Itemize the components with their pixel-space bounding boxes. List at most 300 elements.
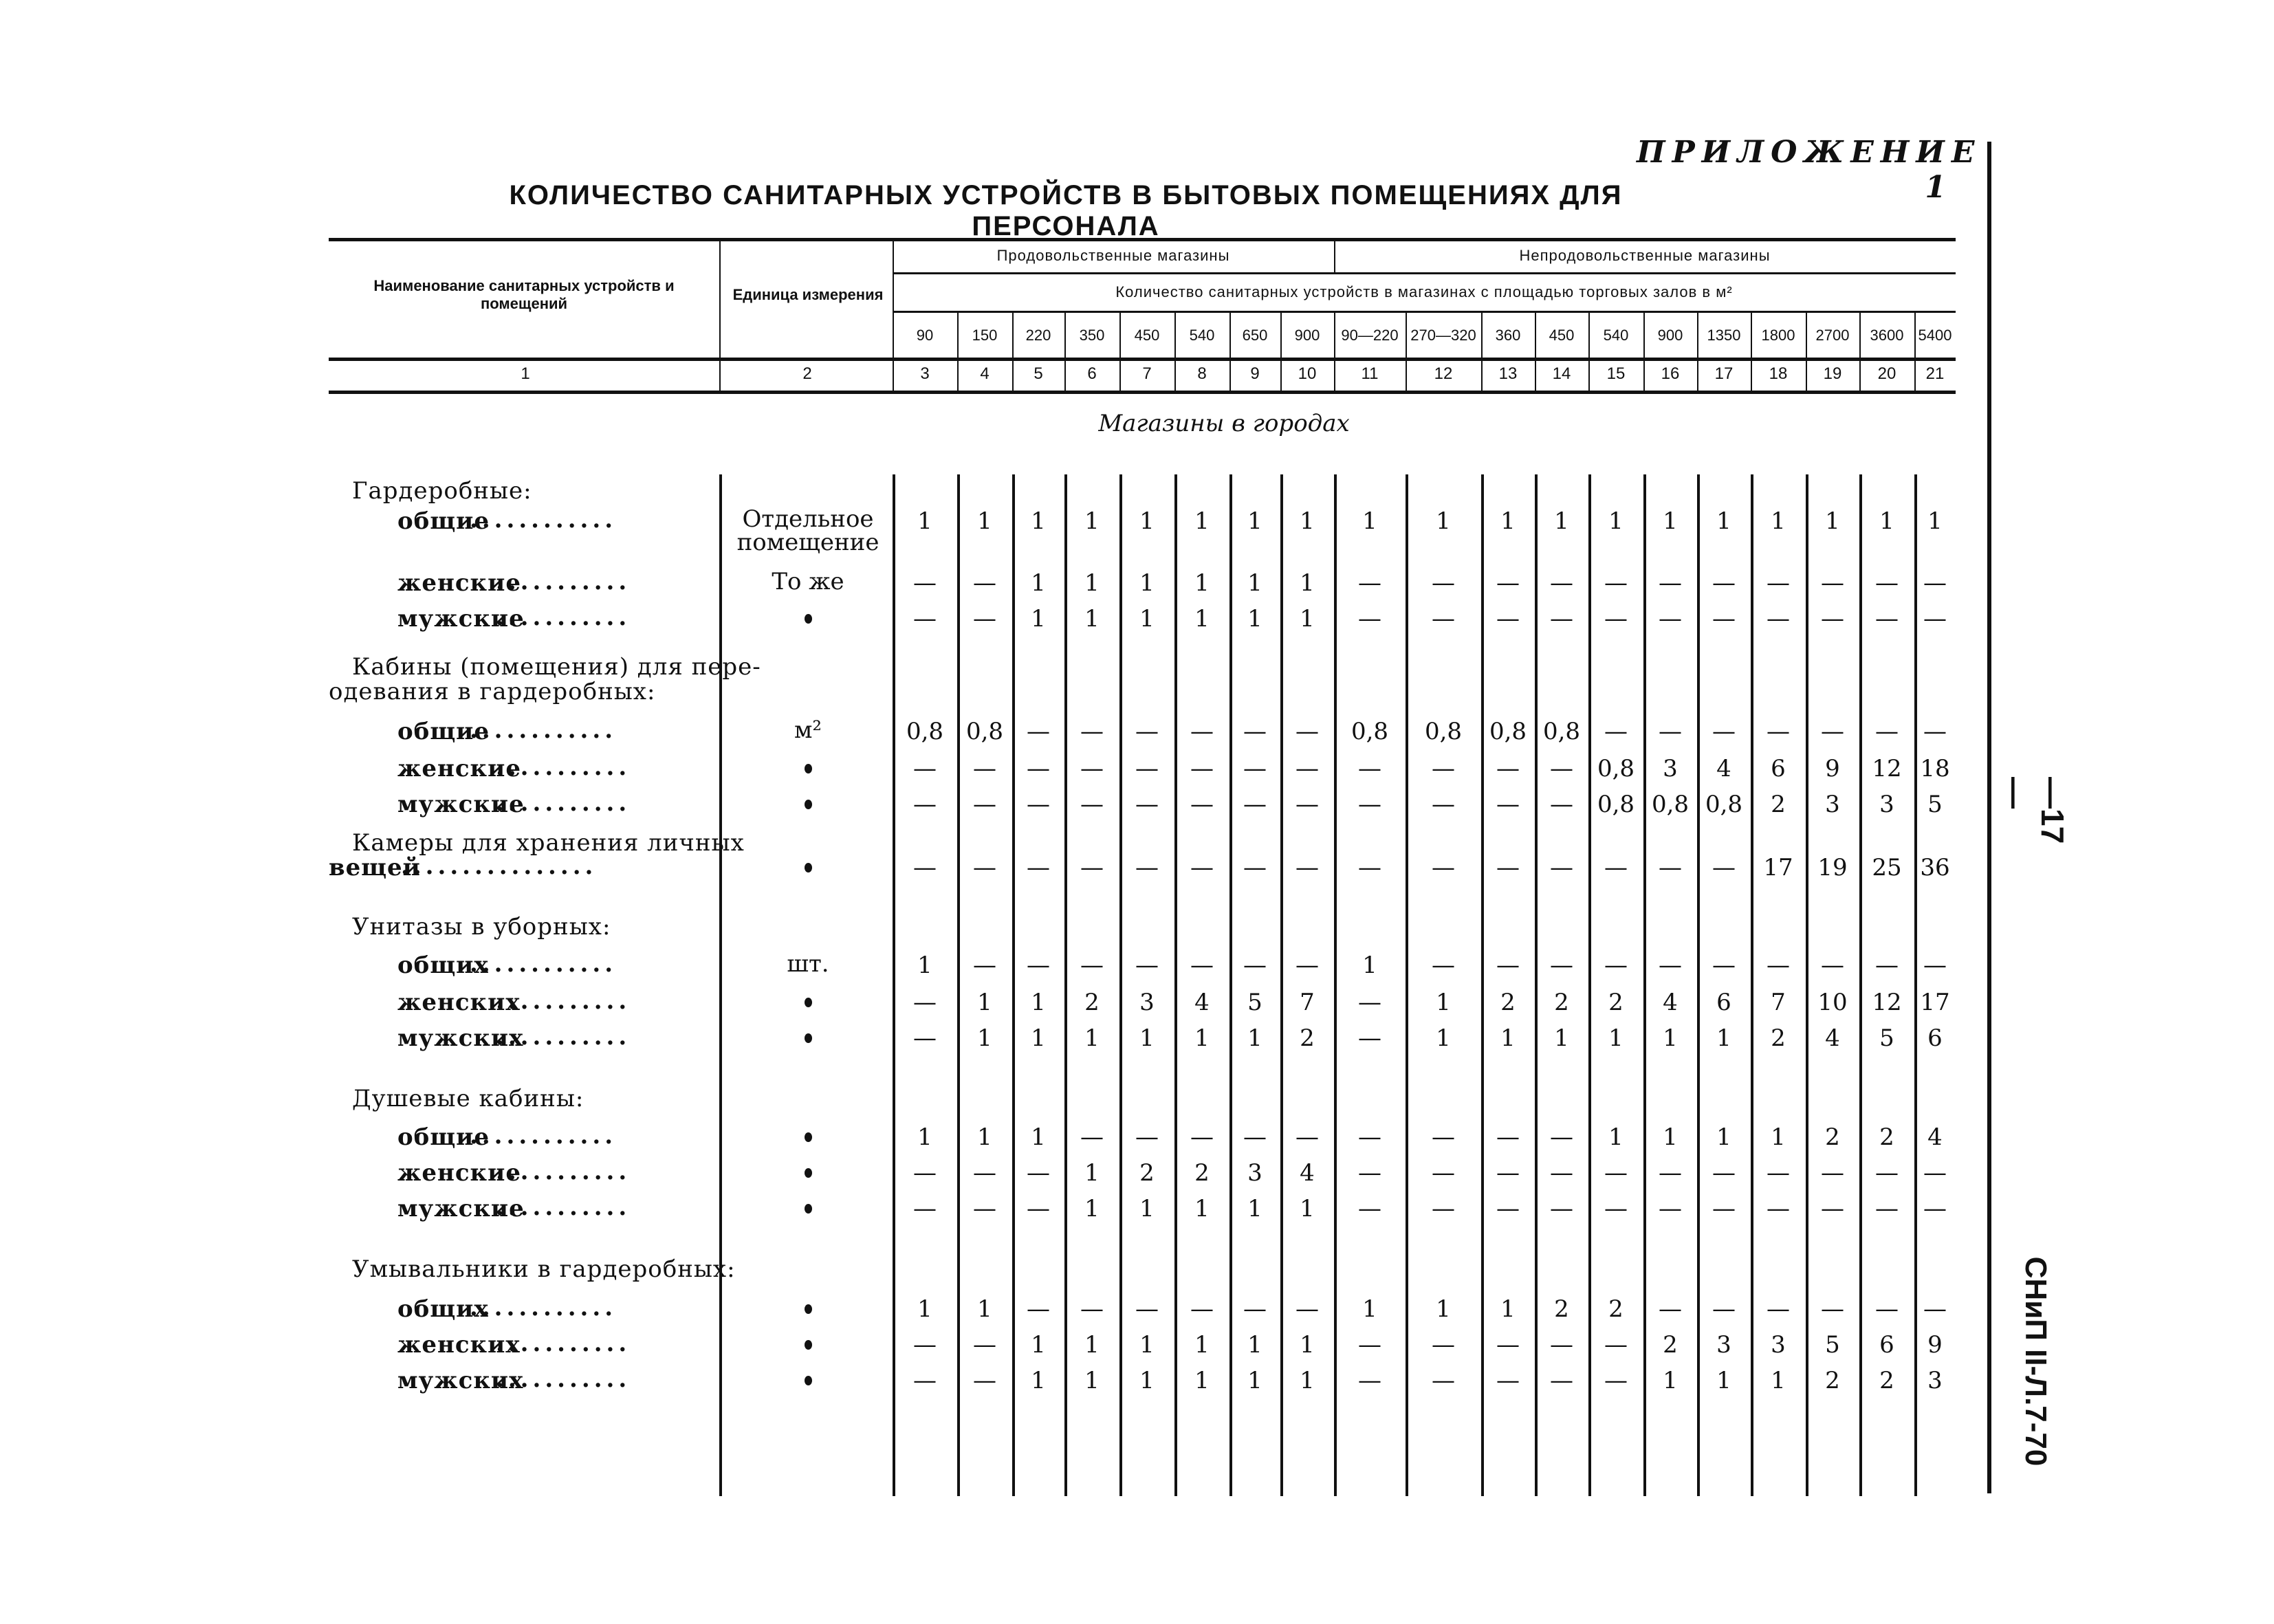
area-header-cell: 150 xyxy=(972,327,998,344)
table-cell: — xyxy=(1875,1295,1899,1323)
table-cell: — xyxy=(1358,854,1381,881)
table-cell: — xyxy=(1550,952,1573,979)
row-label xyxy=(397,716,617,745)
area-header-cell: 3600 xyxy=(1870,327,1904,344)
table-cell: 1 xyxy=(1716,507,1731,535)
row-label xyxy=(397,754,631,782)
margin-page-number: —17— xyxy=(1998,777,2070,844)
table-column-rule xyxy=(719,238,721,391)
table-cell: 0,8 xyxy=(1351,718,1389,745)
table-cell: — xyxy=(1496,1123,1520,1151)
table-cell: — xyxy=(1659,952,1682,979)
table-cell: — xyxy=(1659,605,1682,633)
table-cell: — xyxy=(913,1195,937,1222)
row-label-text: общие xyxy=(397,507,490,535)
table-cell: — xyxy=(913,1367,937,1394)
table-cell: 18 xyxy=(1920,755,1950,782)
row-group-label xyxy=(352,1085,584,1112)
table-cell: 4 xyxy=(1663,989,1678,1016)
table-cell: — xyxy=(1358,569,1381,597)
dot-leader: ............ xyxy=(470,1122,617,1150)
table-cell: — xyxy=(1550,854,1573,881)
table-cell: — xyxy=(1923,1195,1947,1222)
table-cell: — xyxy=(1358,755,1381,782)
table-cell: — xyxy=(1135,1123,1159,1151)
column-number-cell: 4 xyxy=(980,364,990,383)
table-cell: 1 xyxy=(1084,1024,1100,1052)
table-cell: — xyxy=(1923,1295,1947,1323)
area-header-cell: 1800 xyxy=(1761,327,1795,344)
area-header-cell: 2700 xyxy=(1815,327,1850,344)
table-cell: — xyxy=(1432,1367,1455,1394)
table-cell: — xyxy=(1432,791,1455,818)
unit-cell xyxy=(722,791,894,815)
table-column-rule xyxy=(1334,238,1335,272)
area-header-cell: 220 xyxy=(1025,327,1051,344)
table-cell: 1 xyxy=(1663,1367,1678,1394)
table-cell: 2 xyxy=(1194,1159,1210,1187)
table-cell: 1 xyxy=(1608,507,1623,535)
table-cell: — xyxy=(1767,952,1790,979)
row-label xyxy=(397,568,631,597)
table-cell: 1 xyxy=(1300,569,1315,597)
dot-leader: ........... xyxy=(496,789,631,817)
column-number-cell: 3 xyxy=(920,364,930,383)
table-cell: — xyxy=(1027,791,1050,818)
row-label-text: Душевые кабины: xyxy=(352,1085,584,1112)
table-cell: 1 xyxy=(1247,1367,1262,1394)
table-cell: 1 xyxy=(1031,1123,1046,1151)
table-cell: 1 xyxy=(1362,952,1377,979)
column-number-cell: 18 xyxy=(1769,364,1788,383)
table-cell: — xyxy=(1432,755,1455,782)
row-label-text: общие xyxy=(397,1123,490,1151)
table-cell: — xyxy=(1243,755,1267,782)
table-cell: 1 xyxy=(1139,1195,1155,1222)
ditto-mark xyxy=(805,863,812,873)
row-group-label xyxy=(352,653,761,681)
table-cell: — xyxy=(1027,1159,1050,1187)
column-number-cell: 9 xyxy=(1250,364,1260,383)
area-header-cell: 540 xyxy=(1189,327,1215,344)
table-cell: 1 xyxy=(1300,507,1315,535)
group-header-rule xyxy=(893,272,1956,274)
header-area-subheader: Количество санитарных устройств в магазинах с площадью торговых залов в м² xyxy=(1115,283,1733,300)
table-cell: 4 xyxy=(1716,755,1731,782)
table-cell: 0,8 xyxy=(906,718,944,745)
table-cell: — xyxy=(913,791,937,818)
column-number-cell: 21 xyxy=(1925,364,1945,383)
margin-document-code: СНиП II-Л.7-70 xyxy=(2019,1256,2053,1467)
table-cell: — xyxy=(1080,854,1104,881)
table-cell: — xyxy=(973,569,996,597)
table-column-rule xyxy=(1859,311,1861,391)
table-column-rule xyxy=(1535,311,1536,391)
table-cell: — xyxy=(1243,952,1267,979)
row-label-text: одевания в гардеробных: xyxy=(329,678,656,705)
table-cell: 1 xyxy=(1300,1367,1315,1394)
table-cell: 5 xyxy=(1247,989,1262,1016)
table-cell: 1 xyxy=(977,989,992,1016)
table-cell: — xyxy=(913,854,937,881)
header-food-group: Продовольственные магазины xyxy=(996,247,1230,264)
table-cell: 4 xyxy=(1194,989,1210,1016)
table-cell: 1 xyxy=(1663,507,1678,535)
table-cell: — xyxy=(973,1195,996,1222)
table-cell: — xyxy=(973,952,996,979)
unit-cell xyxy=(722,1123,894,1148)
table-cell: 3 xyxy=(1663,755,1678,782)
table-cell: — xyxy=(1659,569,1682,597)
table-cell: — xyxy=(1080,755,1104,782)
table-cell: 1 xyxy=(1084,1367,1100,1394)
table-cell: — xyxy=(1550,1123,1573,1151)
table-cell: 17 xyxy=(1763,854,1793,881)
table-column-rule xyxy=(1643,311,1645,391)
table-cell: 1 xyxy=(1031,1331,1046,1359)
ditto-mark xyxy=(805,1204,812,1214)
table-column-rule xyxy=(1064,311,1066,391)
table-cell: — xyxy=(1604,952,1628,979)
dot-leader: ........... xyxy=(496,1023,631,1051)
table-cell: 1 xyxy=(1084,605,1100,633)
table-cell: — xyxy=(1821,605,1844,633)
table-cell: 1 xyxy=(1300,1331,1315,1359)
table-title: КОЛИЧЕСТВО САНИТАРНЫХ УСТРОЙСТВ В БЫТОВЫХ ПОМЕЩЕНИЯХ ДЛЯ ПЕРСОНАЛА xyxy=(509,180,1623,241)
table-cell: 1 xyxy=(1436,1295,1451,1323)
row-label-text: мужских xyxy=(397,1024,524,1052)
table-cell: — xyxy=(1821,569,1844,597)
table-cell: — xyxy=(1358,605,1381,633)
row-label xyxy=(397,789,631,818)
ditto-mark xyxy=(805,998,812,1007)
area-header-cell: 90 xyxy=(916,327,934,344)
table-cell: 1 xyxy=(1139,569,1155,597)
table-cell: — xyxy=(1923,718,1947,745)
table-cell: — xyxy=(1875,952,1899,979)
column-number-cell: 15 xyxy=(1606,364,1626,383)
table-cell: 1 xyxy=(1194,507,1210,535)
table-cell: 0,8 xyxy=(1705,791,1743,818)
table-cell: 1 xyxy=(1194,1195,1210,1222)
table-cell: — xyxy=(1190,1123,1214,1151)
area-header-cell: 900 xyxy=(1657,327,1683,344)
ditto-mark xyxy=(805,1304,812,1314)
table-cell: — xyxy=(1875,605,1899,633)
ditto-mark xyxy=(805,1376,812,1385)
table-cell: 1 xyxy=(1500,507,1516,535)
table-cell: — xyxy=(1190,854,1214,881)
column-number-cell: 12 xyxy=(1434,364,1453,383)
table-cell: 1 xyxy=(1879,507,1894,535)
table-cell: — xyxy=(1295,755,1319,782)
table-cell: — xyxy=(1135,718,1159,745)
row-label xyxy=(397,1122,617,1151)
table-cell: — xyxy=(973,1159,996,1187)
column-number-cell: 6 xyxy=(1087,364,1097,383)
column-number-cell: 1 xyxy=(521,364,530,383)
table-cell: 1 xyxy=(1716,1024,1731,1052)
row-label xyxy=(397,506,617,535)
table-cell: — xyxy=(1295,1295,1319,1323)
row-label xyxy=(397,987,631,1016)
table-cell: — xyxy=(913,1024,937,1052)
table-cell: 12 xyxy=(1872,989,1902,1016)
table-cell: 1 xyxy=(1139,1367,1155,1394)
area-header-cell: 650 xyxy=(1242,327,1268,344)
table-cell: — xyxy=(1875,1195,1899,1222)
table-cell: 1 xyxy=(977,1024,992,1052)
table-cell: — xyxy=(1550,1195,1573,1222)
table-cell: 5 xyxy=(1879,1024,1894,1052)
table-cell: — xyxy=(1027,755,1050,782)
header-bottom-rule xyxy=(329,391,1956,394)
table-cell: 2 xyxy=(1084,989,1100,1016)
table-cell: 1 xyxy=(1247,605,1262,633)
table-cell: 6 xyxy=(1716,989,1731,1016)
table-cell: — xyxy=(1712,952,1736,979)
table-cell: — xyxy=(1027,1195,1050,1222)
unit-cell xyxy=(722,1024,894,1049)
header-name-column: Наименование санитарных устройств и помещений xyxy=(373,277,675,312)
table-cell: 1 xyxy=(1194,1024,1210,1052)
table-cell: — xyxy=(1875,569,1899,597)
unit-cell: шт. xyxy=(787,950,829,978)
table-cell: — xyxy=(1358,791,1381,818)
row-label xyxy=(397,1194,631,1222)
row-label-text: общих xyxy=(397,1295,489,1323)
table-cell: — xyxy=(1027,854,1050,881)
row-label-text: женские xyxy=(397,569,521,597)
table-cell: — xyxy=(1659,1195,1682,1222)
table-cell: — xyxy=(1080,1123,1104,1151)
table-cell: — xyxy=(1432,1195,1455,1222)
row-label-text: мужские xyxy=(397,791,525,818)
row-label-text: мужских xyxy=(397,1367,524,1394)
table-cell: 1 xyxy=(1554,1024,1569,1052)
table-cell: 1 xyxy=(1771,507,1786,535)
table-cell: 1 xyxy=(1084,1159,1100,1187)
table-column-rule xyxy=(957,311,959,391)
table-cell: — xyxy=(1604,1331,1628,1359)
table-cell: 2 xyxy=(1554,1295,1569,1323)
dot-leader: ................ xyxy=(401,853,598,880)
table-cell: 0,8 xyxy=(1542,718,1581,745)
area-header-cell: 450 xyxy=(1549,327,1575,344)
table-cell: — xyxy=(1080,952,1104,979)
table-cell: — xyxy=(1080,1295,1104,1323)
column-number-cell: 7 xyxy=(1142,364,1152,383)
table-cell: 1 xyxy=(1663,1024,1678,1052)
table-cell: — xyxy=(1190,952,1214,979)
table-cell: — xyxy=(1923,569,1947,597)
table-cell: 1 xyxy=(1663,1123,1678,1151)
table-cell: — xyxy=(1659,854,1682,881)
unit-cell xyxy=(722,1159,894,1184)
dot-leader: ........... xyxy=(496,1365,631,1393)
table-cell: 1 xyxy=(1500,1295,1516,1323)
table-cell: — xyxy=(1550,1367,1573,1394)
table-cell: — xyxy=(1190,718,1214,745)
appendix-label: ПРИЛОЖЕНИЕ 1 xyxy=(1637,135,1982,205)
table-cell: — xyxy=(1821,718,1844,745)
table-cell: 4 xyxy=(1927,1123,1943,1151)
table-cell: — xyxy=(1767,718,1790,745)
table-cell: — xyxy=(1295,1123,1319,1151)
table-cell: — xyxy=(1135,755,1159,782)
area-header-cell: 360 xyxy=(1495,327,1521,344)
table-cell: 0,8 xyxy=(1424,718,1463,745)
table-cell: — xyxy=(913,989,937,1016)
area-header-cell: 540 xyxy=(1603,327,1629,344)
table-cell: — xyxy=(1875,718,1899,745)
table-cell: — xyxy=(1358,1024,1381,1052)
table-cell: — xyxy=(1135,791,1159,818)
dot-leader: ........... xyxy=(496,604,631,631)
table-cell: — xyxy=(1295,791,1319,818)
unit-cell xyxy=(722,1331,894,1356)
table-cell: 2 xyxy=(1879,1367,1894,1394)
row-label xyxy=(397,950,617,979)
dot-leader: ........... xyxy=(496,1330,631,1357)
table-column-rule xyxy=(1119,311,1121,391)
ditto-mark xyxy=(805,1033,812,1043)
ditto-mark xyxy=(805,764,812,773)
table-cell: — xyxy=(913,569,937,597)
table-cell: 1 xyxy=(1084,1195,1100,1222)
unit-cell xyxy=(722,605,894,630)
table-cell: 3 xyxy=(1771,1331,1786,1359)
dot-leader: ............ xyxy=(470,716,617,744)
row-label xyxy=(397,604,631,633)
table-cell: — xyxy=(1432,1123,1455,1151)
table-cell: 1 xyxy=(1300,1195,1315,1222)
table-cell: — xyxy=(1432,569,1455,597)
table-cell: — xyxy=(1358,989,1381,1016)
table-cell: — xyxy=(973,1367,996,1394)
table-cell: 1 xyxy=(1031,605,1046,633)
table-cell: 1 xyxy=(1927,507,1943,535)
unit-cell xyxy=(722,1295,894,1320)
table-cell: 1 xyxy=(1139,507,1155,535)
table-cell: 2 xyxy=(1608,1295,1623,1323)
table-cell: — xyxy=(1243,1123,1267,1151)
table-cell: — xyxy=(973,854,996,881)
table-cell: 1 xyxy=(1194,569,1210,597)
table-cell: 2 xyxy=(1825,1367,1840,1394)
table-cell: 3 xyxy=(1716,1331,1731,1359)
table-top-rule xyxy=(329,238,1956,241)
table-cell: — xyxy=(1135,854,1159,881)
table-cell: — xyxy=(1135,952,1159,979)
row-label-text: общие xyxy=(397,718,490,745)
table-cell: — xyxy=(1604,1195,1628,1222)
table-cell: — xyxy=(1295,718,1319,745)
table-cell: 1 xyxy=(1194,1367,1210,1394)
unit-cell xyxy=(722,854,894,879)
table-cell: — xyxy=(973,791,996,818)
table-cell: 0,8 xyxy=(965,718,1004,745)
table-cell: 1 xyxy=(1436,989,1451,1016)
page-margin-rule xyxy=(1987,142,1991,1493)
table-cell: — xyxy=(1496,1195,1520,1222)
dot-leader: ............ xyxy=(470,506,617,534)
table-cell: 1 xyxy=(1362,1295,1377,1323)
table-cell: 7 xyxy=(1771,989,1786,1016)
table-column-rule xyxy=(893,238,894,391)
ditto-mark xyxy=(805,1132,812,1142)
row-group-label xyxy=(352,477,532,505)
table-cell: 6 xyxy=(1879,1331,1894,1359)
table-cell: — xyxy=(1027,718,1050,745)
table-cell: 25 xyxy=(1872,854,1902,881)
table-column-rule xyxy=(1806,311,1807,391)
row-label-text: женских xyxy=(397,989,521,1016)
table-cell: 3 xyxy=(1825,791,1840,818)
table-cell: 1 xyxy=(1716,1123,1731,1151)
row-label-text: вещей xyxy=(329,854,421,881)
ditto-mark xyxy=(805,1340,812,1350)
table-cell: 2 xyxy=(1825,1123,1840,1151)
table-cell: — xyxy=(1358,1123,1381,1151)
row-label-text: Камеры для хранения личных xyxy=(352,829,745,857)
table-cell: 1 xyxy=(1608,1024,1623,1052)
table-cell: 1 xyxy=(1031,569,1046,597)
table-cell: — xyxy=(1135,1295,1159,1323)
column-number-cell: 16 xyxy=(1661,364,1680,383)
dot-leader: ............ xyxy=(470,1294,617,1321)
table-cell: 19 xyxy=(1817,854,1848,881)
table-cell: 1 xyxy=(1031,507,1046,535)
table-cell: — xyxy=(1432,854,1455,881)
table-cell: 9 xyxy=(1825,755,1840,782)
table-cell: — xyxy=(1027,1295,1050,1323)
table-cell: — xyxy=(1821,1159,1844,1187)
table-cell: 1 xyxy=(1031,1367,1046,1394)
area-header-cell: 900 xyxy=(1294,327,1320,344)
table-cell: — xyxy=(1432,1331,1455,1359)
column-number-cell: 13 xyxy=(1498,364,1518,383)
unit-cell xyxy=(722,989,894,1013)
table-cell: 3 xyxy=(1927,1367,1943,1394)
table-cell: — xyxy=(1496,1367,1520,1394)
column-number-cell: 11 xyxy=(1361,364,1379,383)
table-cell: — xyxy=(1821,1195,1844,1222)
row-group-label xyxy=(329,678,655,705)
table-column-rule xyxy=(1012,311,1014,391)
table-cell: — xyxy=(1243,1295,1267,1323)
table-cell: 2 xyxy=(1500,989,1516,1016)
row-label-text: Умывальники в гардеробных: xyxy=(352,1255,736,1283)
table-cell: — xyxy=(973,605,996,633)
table-cell: — xyxy=(1295,952,1319,979)
column-number-cell: 17 xyxy=(1714,364,1734,383)
table-cell: — xyxy=(1295,854,1319,881)
table-cell: 36 xyxy=(1920,854,1950,881)
table-cell: — xyxy=(1604,605,1628,633)
column-number-cell: 19 xyxy=(1823,364,1842,383)
area-header-cell: 1350 xyxy=(1707,327,1741,344)
table-cell: — xyxy=(1243,791,1267,818)
table-cell: 1 xyxy=(977,1123,992,1151)
dot-leader: ........... xyxy=(496,568,631,595)
table-cell: 6 xyxy=(1927,1024,1943,1052)
table-cell: 1 xyxy=(1608,1123,1623,1151)
table-cell: 1 xyxy=(917,1295,932,1323)
table-cell: 1 xyxy=(1247,569,1262,597)
table-cell: — xyxy=(913,1159,937,1187)
table-cell: 1 xyxy=(1084,507,1100,535)
